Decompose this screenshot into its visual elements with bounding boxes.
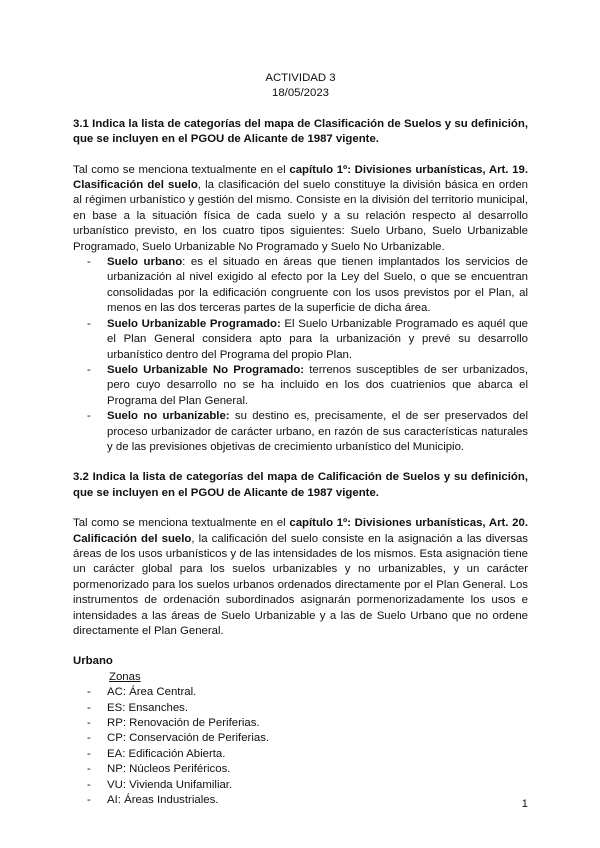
list-item: - CP: Conservación de Periferias. <box>87 731 528 746</box>
zonas-list <box>73 685 528 808</box>
section-3-2-heading: 3.2 Indica la lista de categorías del mapa de Calificación de Suelos y su definición, que se incluyen en el PGOU de Alicante de 1987 vigente. <box>73 471 528 499</box>
urbano-title: Urbano <box>73 655 113 668</box>
section-3-1-heading: 3.1 Indica la lista de categorías del mapa de Clasificación de Suelos y su definición, que se incluyen en el PGOU de Alicante de 1987 vigente. <box>73 117 528 146</box>
list-item: - RP: Renovación de Periferias. <box>87 716 528 731</box>
list-item: - AI: Áreas Industriales. <box>87 793 528 808</box>
list-item: - VU: Vivienda Unifamiliar. <box>87 778 528 793</box>
list-item: - Suelo Urbanizable Programado: El Suelo Urbanizable Programado es aquél que el Plan General considera apto para la urbanización y prevé su desarrollo urbanístico dentro del Programa del propio Plan. <box>87 317 528 363</box>
section-3-1-intro: Tal como se menciona textualmente en el capítulo 1º: Divisiones urbanísticas, Art. 19. Clasificación del suelo, la clasificación del suelo constituye la división básica en orden al régimen urbanístico y gestión del mismo. Consiste en la división del territorio municipal, en base a la situación física de cada suelo y a su relación respecto al desarrollo urbanístico previsto, en los cuatro tipos siguientes: Suelo Urbano, Suelo Urbanizable Programado, Suelo Urbanizable No Programado y Suelo No Urbanizable. <box>73 163 528 253</box>
clasificacion-list <box>73 255 528 455</box>
list-item: - NP: Núcleos Periféricos. <box>87 762 528 777</box>
list-item: - Suelo urbano: es el situado en áreas que tienen implantados los servicios de urbanización al nivel exigido al efecto por la Ley del Suelo, o que se encuentran consolidadas por la edificación congruente con los usos previstos por el Plan, al menos en las dos terceras partes de la superficie de dicha área. <box>87 255 528 317</box>
page-number: 1 <box>521 798 528 810</box>
section-3-2-intro: Tal como se menciona textualmente en el capítulo 1º: Divisiones urbanísticas, Art. 20. Calificación del suelo, la calificación del suelo consiste en la asignación a las diversas áreas de los usos urbanísticos y de las intensidades de los mismos. Esta asignación tiene un carácter global para los suelos urbanizables y no urbanizables, y un carácter pormenorizado para los suelos urbanos ordenados directamente por el Plan General. Los instrumentos de ordenación subordinados asignarán pormenorizadamente los usos e intensidades a las áreas de Suelo Urbanizable y a las de Suelo Urbano que no ordene directamente el Plan General. <box>73 517 528 637</box>
list-item: - Suelo Urbanizable No Programado: terrenos susceptibles de ser urbanizados, pero cuyo desarrollo no se ha incluido en los dos cuatrienios que abarca el Programa del Plan General. <box>87 363 528 409</box>
list-item: - Suelo no urbanizable: su destino es, precisamente, el de ser preservados del proceso urbanizador de carácter urbano, en razón de sus características naturales y de las previsiones objetivas de crecimiento urbanístico del Municipio. <box>87 409 528 455</box>
zonas-label: Zonas <box>109 670 141 683</box>
list-item: - EA: Edificación Abierta. <box>87 747 528 762</box>
activity-date: 18/05/2023 <box>271 87 329 100</box>
list-item: - AC: Área Central. <box>87 685 528 700</box>
document-content <box>73 71 528 808</box>
activity-title: ACTIVIDAD 3 <box>265 72 336 84</box>
list-item: - ES: Ensanches. <box>87 701 528 716</box>
